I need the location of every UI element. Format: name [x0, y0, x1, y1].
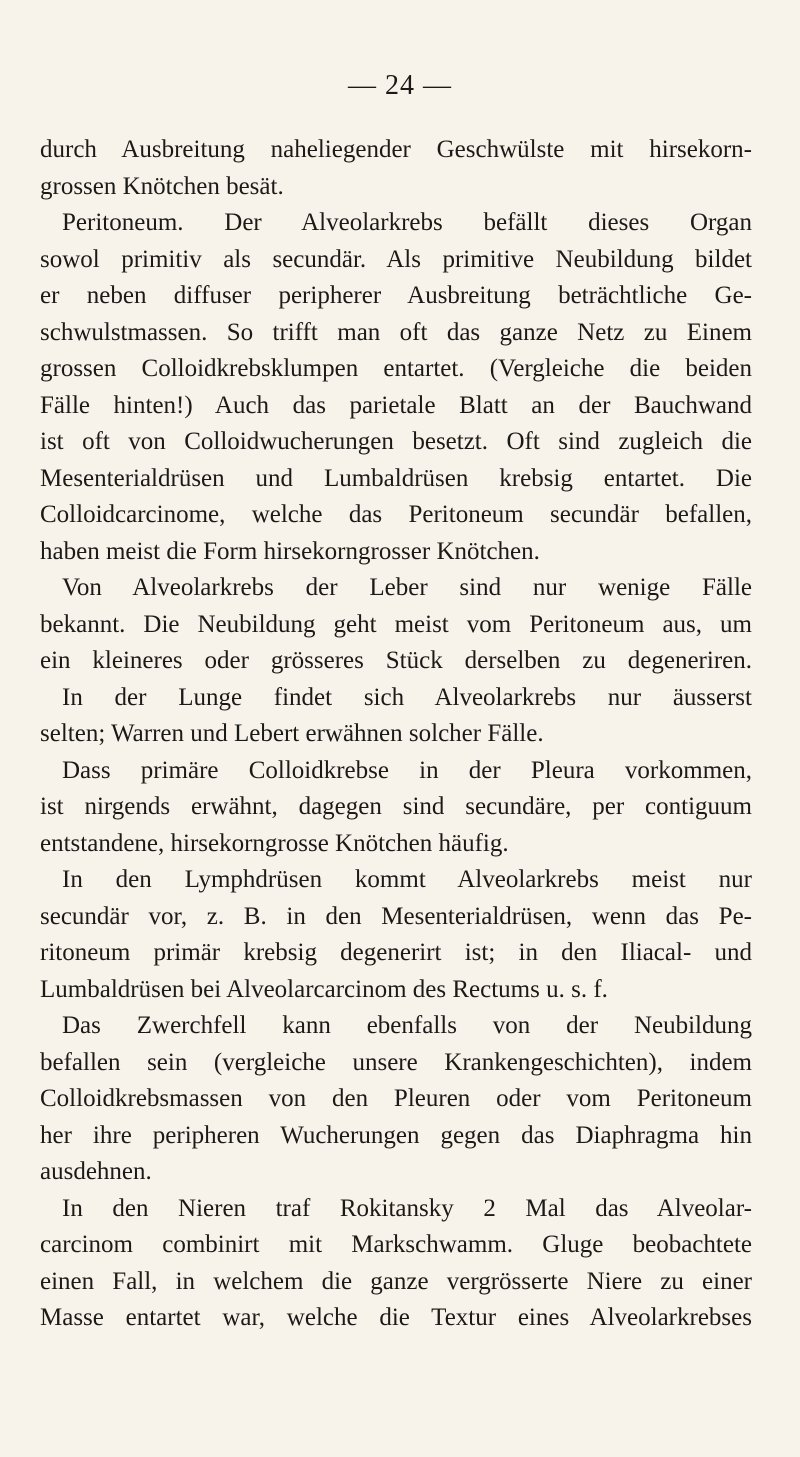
- text-line: ritoneum primär krebsig degenerirt ist; in den Iliacal- und: [40, 939, 752, 966]
- text-line: schwulstmassen. So trifft man oft das ganze Netz zu Einem: [40, 318, 752, 346]
- text-line: grossen Colloidkrebsklumpen entartet. (Vergleiche die beiden: [40, 355, 752, 382]
- text-line: ein kleineres oder grösseres Stück derselben zu degeneriren.: [40, 647, 752, 674]
- text-line: sowol primitiv als secundär. Als primitive Neubildung bildet: [40, 245, 752, 273]
- text-line: Das Zwerchfell kann ebenfalls von der Neubildung: [62, 1012, 752, 1039]
- text-line: Colloidkrebsmassen von den Pleuren oder vom Peritoneum: [40, 1085, 752, 1112]
- text-line: Colloidcarcinome, welche das Peritoneum secundär befallen,: [40, 501, 752, 528]
- text-line: befallen sein (vergleiche unsere Krankengeschichten), indem: [40, 1048, 752, 1076]
- text-line: ist oft von Colloidwucherungen besetzt. Oft sind zugleich die: [40, 428, 752, 455]
- text-line: Mesenterialdrüsen und Lumbaldrüsen krebsig entartet. Die: [40, 464, 752, 492]
- text-line: Dass primäre Colloidkrebse in der Pleura vorkommen,: [62, 756, 752, 784]
- text-line: In den Lymphdrüsen kommt Alveolarkrebs meist nur: [62, 866, 752, 893]
- text-line: ist nirgends erwähnt, dagegen sind secundäre, per contiguum: [40, 793, 752, 820]
- text-line: Lumbaldrüsen bei Alveolarcarcinom des Rectums u. s. f.: [40, 975, 608, 1003]
- text-line: In der Lunge findet sich Alveolarkrebs nur äusserst: [62, 683, 752, 711]
- text-line: her ihre peripheren Wucherungen gegen das Diaphragma hin: [40, 1121, 752, 1149]
- text-line: einen Fall, in welchem die ganze vergrösserte Niere zu einer: [40, 1267, 752, 1295]
- body-text: [40, 132, 752, 1337]
- page-number: — 24 —: [348, 70, 452, 101]
- text-line: haben meist die Form hirsekorngrosser Knötchen.: [40, 537, 540, 565]
- text-line: grossen Knötchen besät.: [40, 172, 284, 200]
- text-line: Fälle hinten!) Auch das parietale Blatt an der Bauchwand: [40, 391, 752, 419]
- text-line: carcinom combinirt mit Markschwamm. Gluge beobachtete: [40, 1231, 752, 1258]
- text-line: durch Ausbreitung naheliegender Geschwülste mit hirsekorn-: [40, 136, 752, 163]
- text-line: ausdehnen.: [40, 1158, 152, 1185]
- text-line: selten; Warren und Lebert erwähnen solcher Fälle.: [40, 720, 544, 747]
- text-line: In den Nieren traf Rokitansky 2 Mal das Alveolar-: [62, 1194, 752, 1222]
- text-line: Masse entartet war, welche die Textur eines Alveolarkrebses: [40, 1304, 752, 1331]
- text-line: secundär vor, z. B. in den Mesenterialdrüsen, wenn das Pe-: [40, 902, 752, 930]
- text-line: Peritoneum. Der Alveolarkrebs befällt dieses Organ: [62, 209, 752, 236]
- text-line: entstandene, hirsekorngrosse Knötchen häufig.: [40, 829, 509, 857]
- text-line: Von Alveolarkrebs der Leber sind nur wenige Fälle: [62, 574, 752, 601]
- text-line: bekannt. Die Neubildung geht meist vom Peritoneum aus, um: [40, 610, 752, 638]
- text-line: er neben diffuser peripherer Ausbreitung beträchtliche Ge-: [40, 282, 752, 309]
